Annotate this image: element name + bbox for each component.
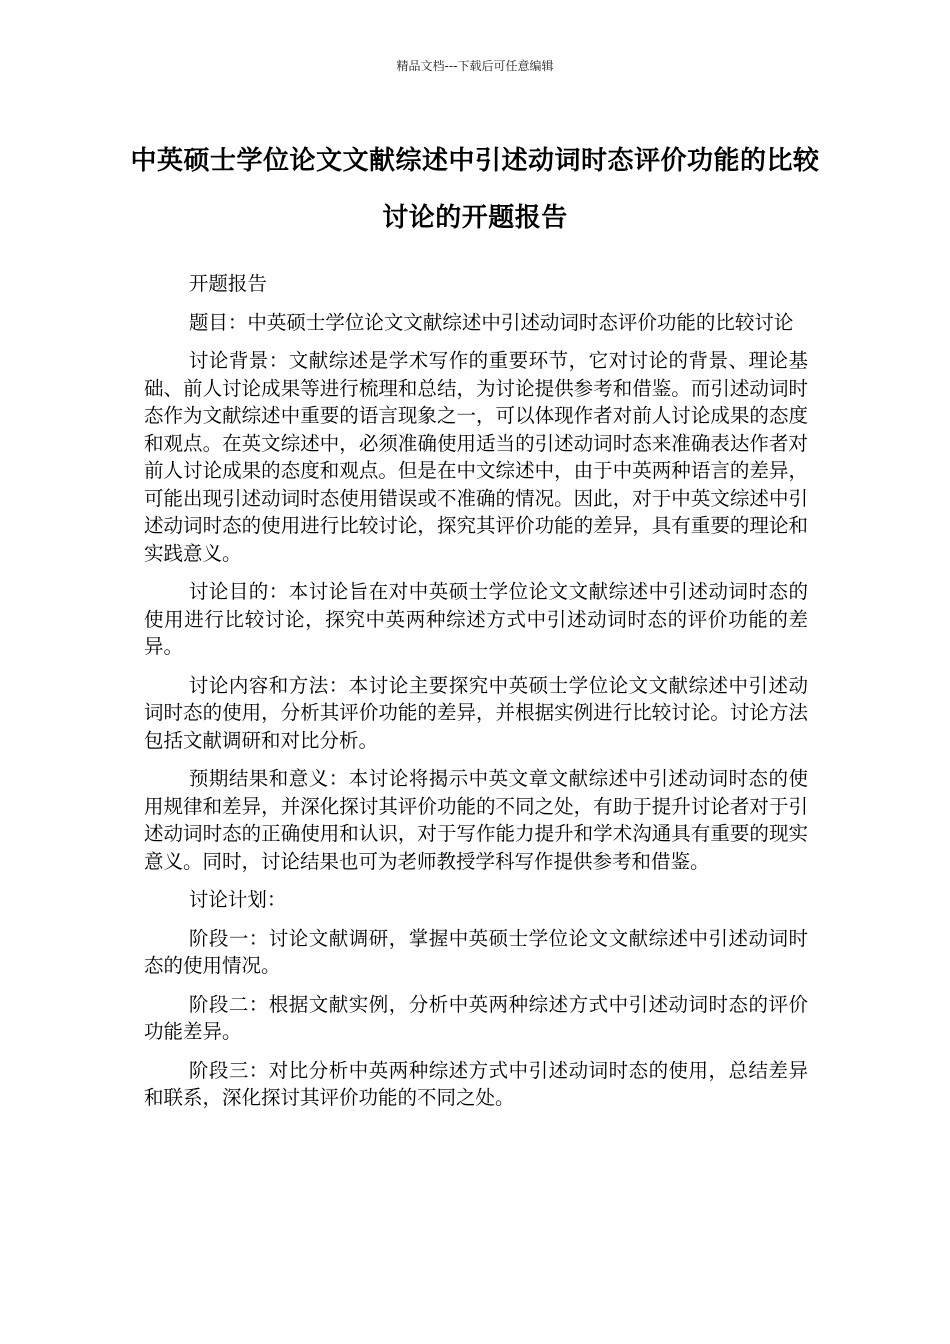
paragraph-plan-heading: 讨论计划： — [188, 888, 287, 911]
paragraph-purpose: 讨论目的：本讨论旨在对中英硕士学位论文文献综述中引述动词时态的使用进行比较讨论，探究中英两种综述方式中引述动词时态的评价功能的差异。 — [144, 580, 808, 658]
document-body — [144, 270, 808, 1123]
paragraph-content-method: 讨论内容和方法：本讨论主要探究中英硕士学位论文文献综述中引述动词时态的使用，分析其评价功能的差异，并根据实例进行比较讨论。讨论方法包括文献调研和对比分析。 — [144, 673, 808, 752]
paragraph-stage-one: 阶段一：讨论文献调研，掌握中英硕士学位论文文献综述中引述动词时态的使用情况。 — [144, 926, 808, 977]
paragraph-stage-three: 阶段三：对比分析中英两种综述方式中引述动词时态的使用，总结差异和联系，深化探讨其评价功能的不同之处。 — [144, 1058, 808, 1109]
paragraph-background: 讨论背景：文献综述是学术写作的重要环节，它对讨论的背景、理论基础、前人讨论成果等进行梳理和总结，为讨论提供参考和借鉴。而引述动词时态作为文献综述中重要的语言现象之一，可以体现作者对前人讨论成果的态度和观点。在英文综述中，必须准确使用适当的引述动词时态来准确表达作者对前人讨论成果的态度和观点。但是在中文综述中，由于中英两种语言的差异，可能出现引述动词时态使用错误或不准确的情况。因此，对于中英文综述中引述动词时态的使用进行比较讨论，探究其评价功能的差异，具有重要的理论和实践意义。 — [144, 349, 808, 565]
paragraph-topic: 题目：中英硕士学位论文文献综述中引述动词时态评价功能的比较讨论 — [188, 310, 794, 334]
paragraph-expected-results: 预期结果和意义：本讨论将揭示中英文章文献综述中引述动词时态的使用规律和差异，并深化探讨其评价功能的不同之处，有助于提升讨论者对于引述动词时态的正确使用和认识，对于写作能力提升和学术沟通具有重要的现实意义。同时，讨论结果也可为老师教授学科写作提供参考和借鉴。 — [144, 767, 808, 873]
paragraph-stage-two: 阶段二：根据文献实例，分析中英两种综述方式中引述动词时态的评价功能差异。 — [144, 992, 808, 1043]
paragraph-heading: 开题报告 — [188, 272, 267, 295]
document-title: 中英硕士学位论文文献综述中引述动词时态评价功能的比较讨论的开题报告 — [130, 146, 820, 233]
header-note: 精品文档---下载后可任意编辑 — [396, 59, 554, 73]
